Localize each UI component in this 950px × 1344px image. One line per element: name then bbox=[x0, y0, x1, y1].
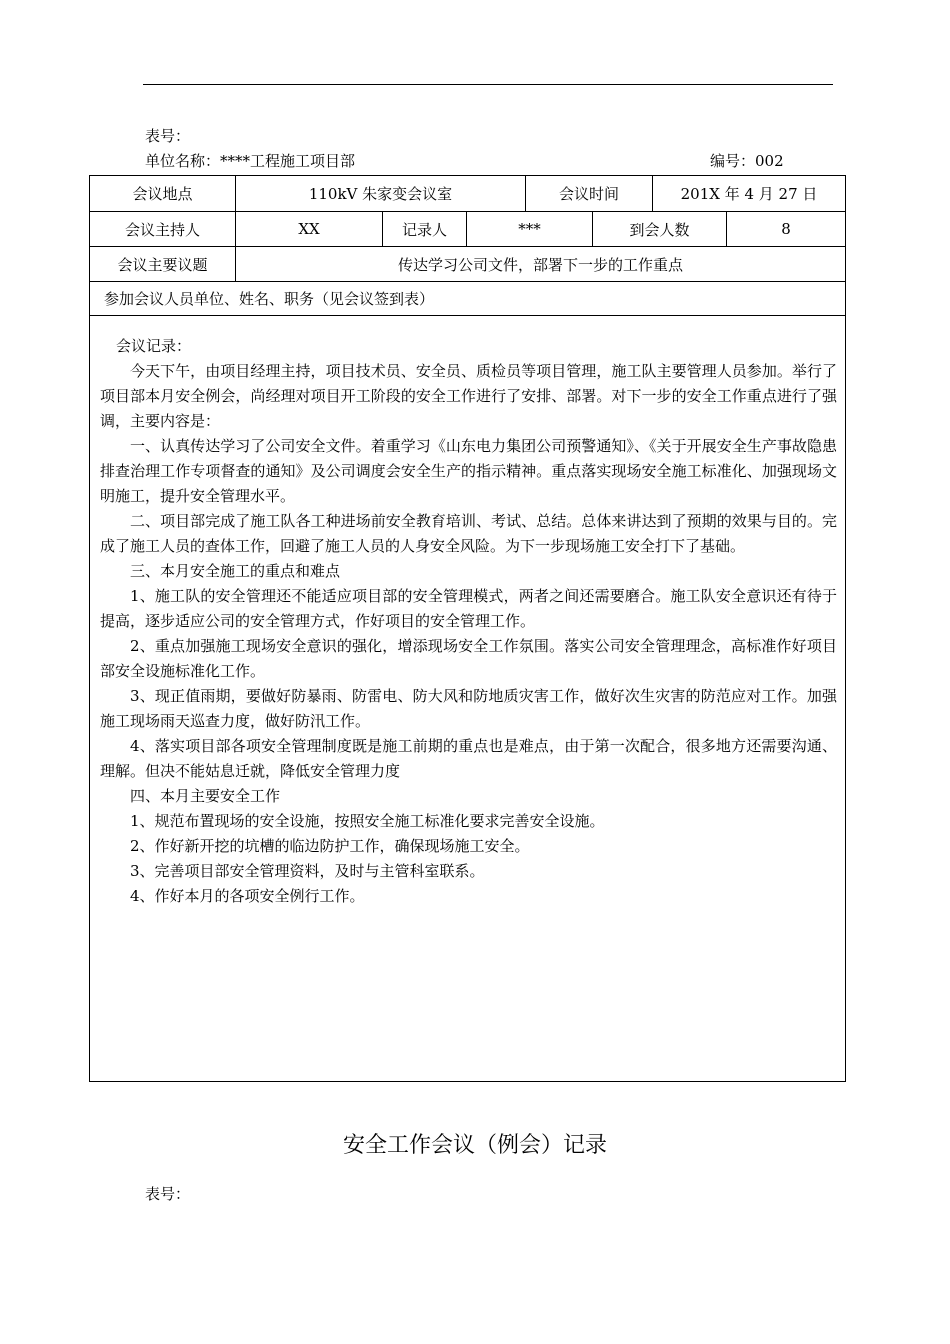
serial-number: 编号：002 bbox=[710, 152, 784, 170]
header-rule bbox=[143, 84, 833, 85]
meeting-time-label: 会议时间 bbox=[526, 176, 653, 212]
meeting-host-label: 会议主持人 bbox=[90, 212, 236, 247]
record-paragraph: 今天下午，由项目经理主持，项目技术员、安全员、质检员等项目管理，施工队主要管理人员参加。举行了项目部本月安全例会，尚经理对项目开工阶段的安全工作进行了安排、部署。对下一步的安全工作重点进行了强调，主要内容是： bbox=[100, 362, 838, 430]
recorder-value: *** bbox=[467, 212, 593, 247]
record-paragraph: 4、落实项目部各项安全管理制度既是施工前期的重点也是难点，由于第一次配合，很多地方还需要沟通、理解。但决不能姑息迁就，降低安全管理力度 bbox=[100, 737, 838, 780]
recorder-label: 记录人 bbox=[383, 212, 467, 247]
records-heading: 会议记录： bbox=[116, 337, 192, 355]
record-paragraph: 3、完善项目部安全管理资料，及时与主管科室联系。 bbox=[130, 862, 485, 880]
record-paragraph: 四、本月主要安全工作 bbox=[130, 787, 281, 805]
meeting-time-value: 201X 年 4 月 27 日 bbox=[653, 176, 846, 212]
meeting-place-label: 会议地点 bbox=[90, 176, 236, 212]
unit-name: 单位名称：****工程施工项目部 bbox=[145, 152, 356, 170]
meeting-host-value: XX bbox=[236, 212, 383, 247]
participants-note: 参加会议人员单位、姓名、职务（见会议签到表） bbox=[90, 282, 846, 316]
topic-value: 传达学习公司文件，部署下一步的工作重点 bbox=[236, 247, 846, 282]
record-paragraph: 二、项目部完成了施工队各工种进场前安全教育培训、考试、总结。总体来讲达到了预期的效果与目的。完成了施工人员的查体工作，回避了施工人员的人身安全风险。为下一步现场施工安全打下了基础。 bbox=[100, 512, 838, 555]
attendees-value: 8 bbox=[727, 212, 846, 247]
document-title: 安全工作会议（例会）记录 bbox=[342, 1133, 607, 1158]
record-paragraph: 2、重点加强施工现场安全意识的强化，增添现场安全工作氛围。落实公司安全管理理念，高标准作好项目部安全设施标准化工作。 bbox=[100, 637, 838, 680]
record-paragraph: 一、认真传达学习了公司安全文件。着重学习《山东电力集团公司预警通知》、《关于开展安全生产事故隐患排查治理工作专项督查的通知》及公司调度会安全生产的指示精神。重点落实现场安全施工标准化、加强现场文明施工，提升安全管理水平。 bbox=[100, 437, 838, 505]
record-paragraph: 4、作好本月的各项安全例行工作。 bbox=[130, 887, 365, 905]
form-number-label: 表号： bbox=[145, 127, 191, 145]
record-paragraph: 三、本月安全施工的重点和难点 bbox=[130, 562, 341, 580]
meeting-record-table bbox=[89, 175, 846, 1082]
record-paragraph: 1、规范布置现场的安全设施，按照安全施工标准化要求完善安全设施。 bbox=[130, 812, 605, 830]
form-number-label-2: 表号： bbox=[145, 1185, 191, 1203]
record-paragraph: 2、作好新开挖的坑槽的临边防护工作，确保现场施工安全。 bbox=[130, 837, 530, 855]
record-paragraph: 1、施工队的安全管理还不能适应项目部的安全管理模式，两者之间还需要磨合。施工队安全意识还有待于提高，逐步适应公司的安全管理方式，作好项目的安全管理工作。 bbox=[100, 587, 838, 630]
meeting-place-value: 110kV 朱家变会议室 bbox=[236, 176, 526, 212]
topic-label: 会议主要议题 bbox=[90, 247, 236, 282]
meeting-records bbox=[90, 316, 846, 1082]
record-paragraph: 3、现正值雨期，要做好防暴雨、防雷电、防大风和防地质灾害工作，做好次生灾害的防范应对工作。加强施工现场雨天巡查力度，做好防汛工作。 bbox=[100, 687, 838, 730]
attendees-label: 到会人数 bbox=[593, 212, 727, 247]
